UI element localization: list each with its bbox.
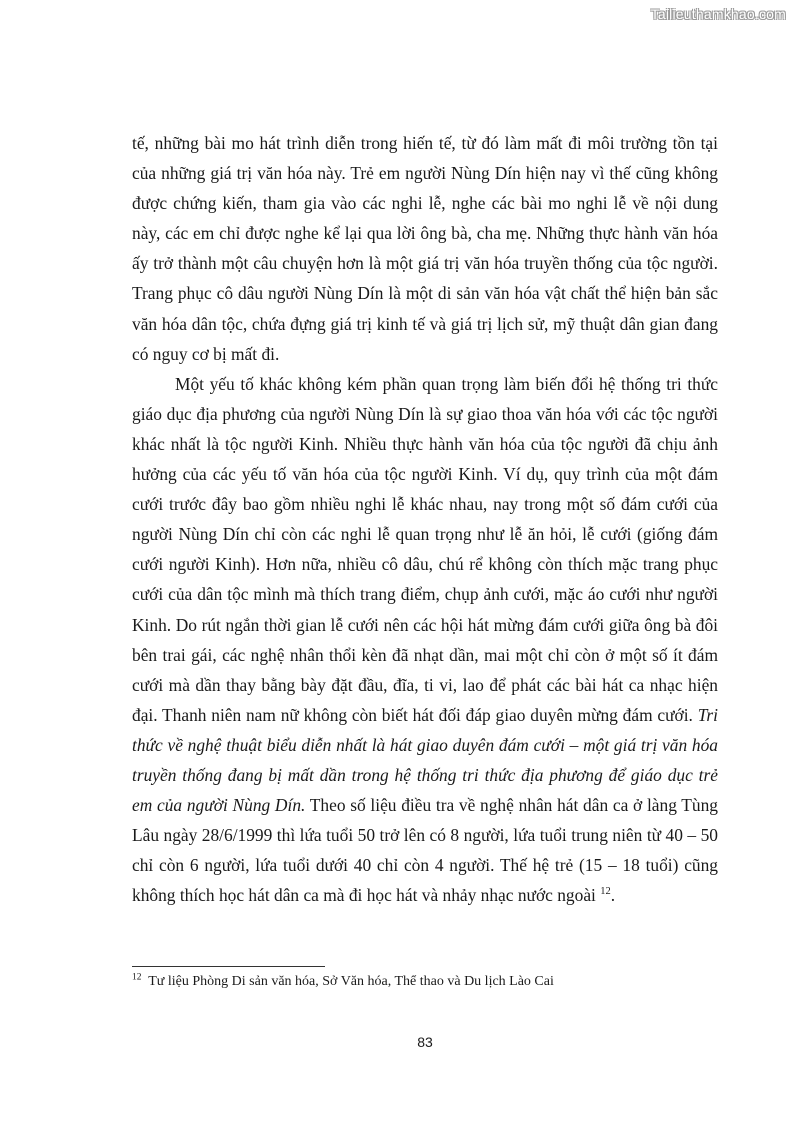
paragraph-2-text: Một yếu tố khác không kém phần quan trọng làm biến đổi hệ thống tri thức giáo dục địa phương của người Nùng Dín là sự giao thoa văn hóa với các tộc người khác nhất là tộc người Kinh. Nhiều thực hành văn hóa của tộc người đã chịu ảnh hưởng của các yếu tố văn hóa của tộc người Kinh. Ví dụ, quy trình của một đám cưới trước đây bao gồm nhiều nghi lễ khác nhau, nay trong một số đám cưới của người Nùng Dín chỉ còn các nghi lễ quan trọng như lễ ăn hỏi, lễ cưới (giống đám cưới người Kinh). Hơn nữa, nhiều cô dâu, chú rể không còn thích mặc trang phục cưới của dân tộc mình mà thích trang điểm, chụp ảnh cưới, mặc áo cưới như người Kinh. Do rút ngắn thời gian lễ cưới nên các hội hát mừng đám cưới giữa ông bà đôi bên trai gái, các nghệ nhân thổi kèn đã nhạt dần, mai một chỉ còn ở một số ít đám cưới mà dần thay bằng bày đặt đầu, đĩa, ti vi, lao để phát các bài hát ca nhạc hiện đại. Thanh niên nam nữ không còn biết hát đối đáp giao duyên mừng đám cưới. <box>132 373 718 725</box>
footnote <box>132 972 718 992</box>
watermark-text: Tailieuthamkhao.com <box>650 6 786 22</box>
footnote-separator <box>132 966 325 967</box>
paragraph-1: tế, những bài mo hát trình diễn trong hiến tế, từ đó làm mất đi môi trường tồn tại của những giá trị văn hóa này. Trẻ em người Nùng Dín hiện nay vì thế cũng không được chứng kiến, tham gia vào các nghi lễ, nghe các bài mo nghi lễ về nội dung này, các em chỉ được nghe kể lại qua lời ông bà, cha mẹ. Những thực hành văn hóa ấy trở thành một câu chuyện hơn là một giá trị văn hóa truyền thống của tộc người. Trang phục cô dâu người Nùng Dín là một di sản văn hóa vật chất thể hiện bản sắc văn hóa dân tộc, chứa đựng giá trị kinh tế và giá trị lịch sử, mỹ thuật dân gian đang có nguy cơ bị mất đi. <box>132 133 718 364</box>
paragraph-2-end: . <box>610 885 616 906</box>
paragraph-2 <box>132 369 718 911</box>
page-number: 83 <box>417 1034 433 1050</box>
footnote-reference: 12 <box>600 886 611 898</box>
paragraph-2-text-continued: Theo số liệu điều tra về nghệ nhân hát dân ca ở làng Tùng Lâu ngày 28/6/1999 thì lứa tuổi 50 trở lên có 8 người, lứa tuổi trung niên từ 40 – 50 chỉ còn 6 người, lứa tuổi dưới 40 chỉ còn 4 người. Thế hệ trẻ (15 – 18 tuổi) cũng không thích học hát dân ca mà đi học hát và nhảy nhạc nước ngoài <box>132 795 718 906</box>
footnote-text: Tư liệu Phòng Di sản văn hóa, Sở Văn hóa, Thể thao và Du lịch Lào Cai <box>148 974 554 989</box>
paragraph-2-italic: Tri thức về nghệ thuật biểu diễn nhất là hát giao duyên đám cưới – một giá trị văn hóa truyền thống đang bị mất dần trong hệ thống tri thức địa phương để giáo dục trẻ em của người Nùng Dín. <box>132 704 718 816</box>
body-text <box>132 128 718 910</box>
footnote-number: 12 <box>132 972 142 983</box>
